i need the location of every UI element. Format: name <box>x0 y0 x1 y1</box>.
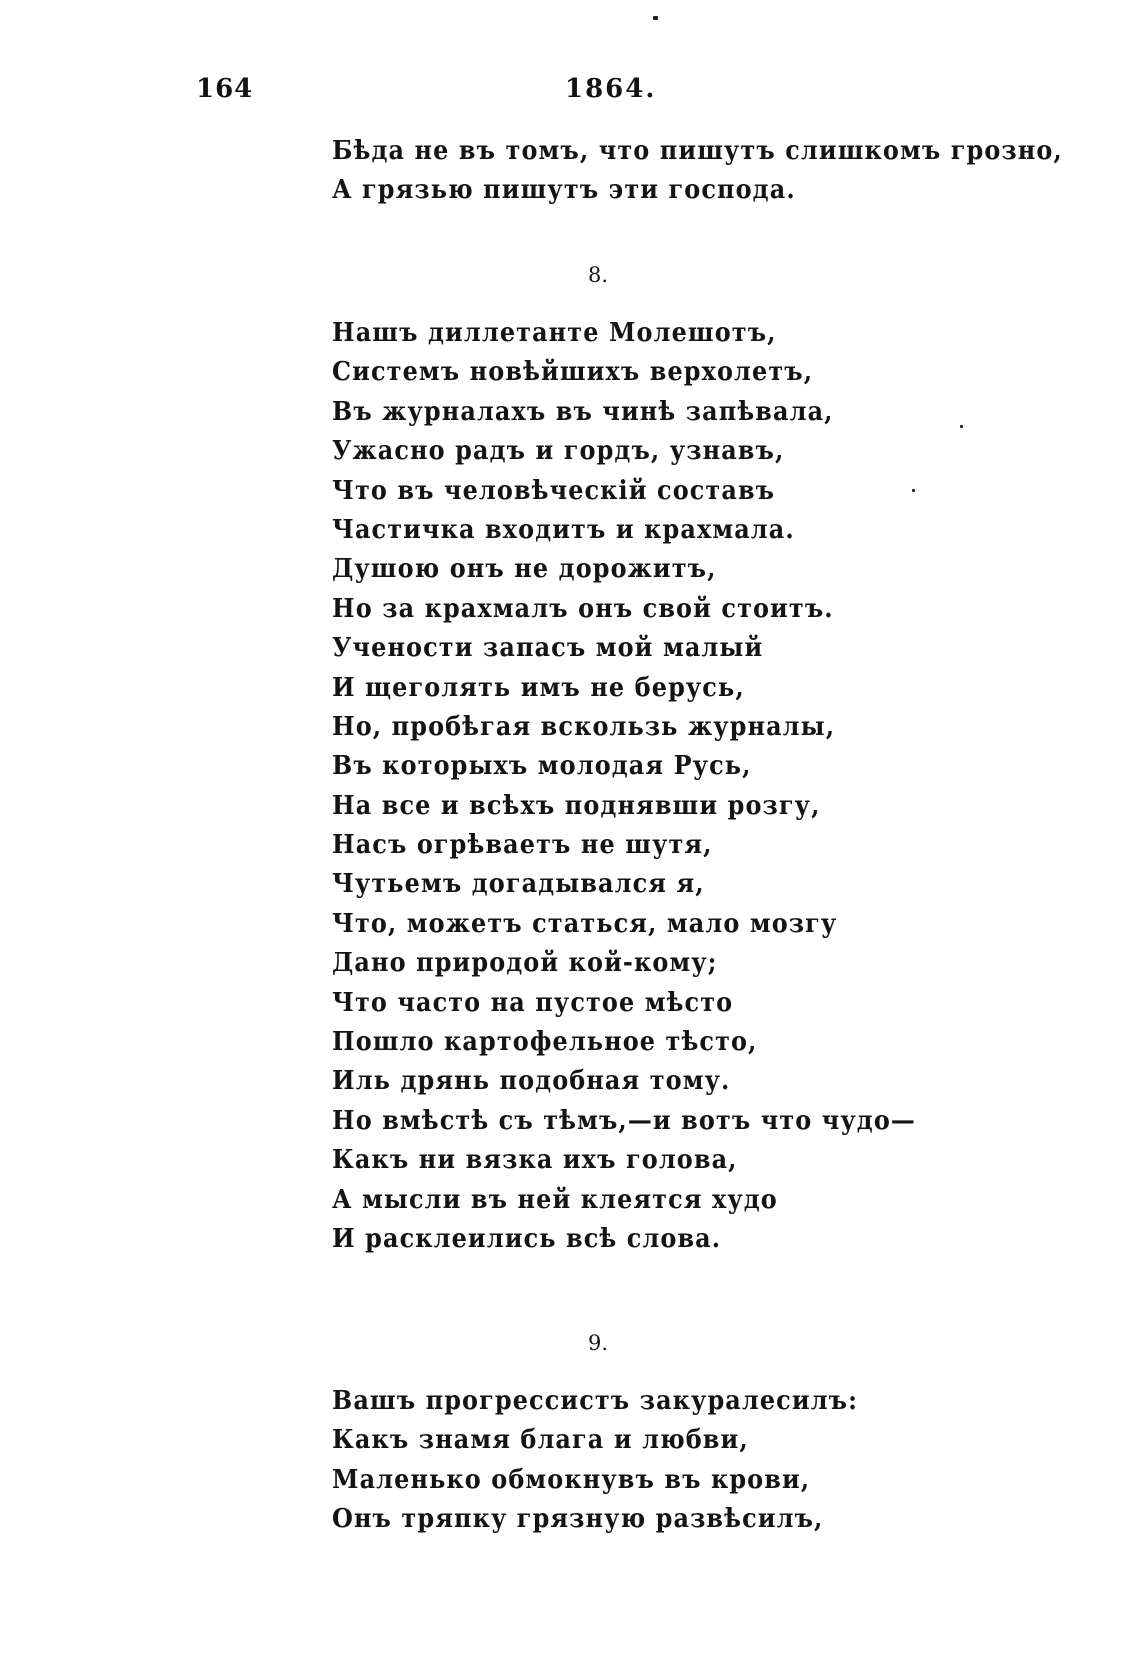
poem-section-9 <box>332 1382 904 1540</box>
verse-line: Бѣда не въ томъ, что пишутъ слишкомъ грозно, <box>332 136 1063 166</box>
verse-line: Частичка входитъ и крахмала. <box>332 514 795 545</box>
verse-line: И щеголять имъ не берусь, <box>332 672 745 703</box>
print-speck <box>653 16 658 20</box>
verse-line: Системъ новѣйшихъ верхолетъ, <box>332 357 814 388</box>
verse-line: А мысли въ ней клеятся худо <box>332 1184 778 1215</box>
verse-line: Какъ знамя блага и любви, <box>332 1425 749 1456</box>
verse-line: Но вмѣстѣ съ тѣмъ,—и вотъ что чудо— <box>332 1105 916 1136</box>
verse-line: Въ которыхъ молодая Русь, <box>332 751 752 782</box>
verse-line: Какъ ни вязка ихъ голова, <box>332 1145 738 1176</box>
verse-line: Что часто на пустое мѣсто <box>332 987 734 1018</box>
verse-line: Маленько обмокнувъ въ крови, <box>332 1464 811 1495</box>
verse-line: Ужасно радъ и гордъ, узнавъ, <box>332 436 785 467</box>
running-head-year: 1864. <box>565 74 657 104</box>
verse-line: Насъ огрѣваетъ не шутя, <box>332 830 713 861</box>
verse-line: Что въ человѣческій составъ <box>332 475 776 506</box>
poem-section-8 <box>332 314 967 1259</box>
verse-line: Дано природой кой-кому; <box>332 948 718 979</box>
verse-line: Учености запасъ мой малый <box>332 633 764 664</box>
verse-line: Душою онъ не дорожитъ, <box>332 554 717 585</box>
verse-line: Въ журналахъ въ чинѣ запѣвала, <box>332 396 834 427</box>
section-number: 8. <box>588 263 609 287</box>
verse-line: Пошло картофельное тѣсто, <box>332 1027 758 1058</box>
verse-line: Что, можетъ статься, мало мозгу <box>332 908 838 939</box>
verse-line: Вашъ прогрессистъ закуралесилъ: <box>332 1386 859 1416</box>
verse-line: На все и всѣхъ поднявши розгу, <box>332 790 821 821</box>
continued-stanza <box>332 132 1126 211</box>
verse-line: Чутьемъ догадывался я, <box>332 869 705 900</box>
page-number: 164 <box>196 74 254 104</box>
verse-line: Иль дрянь подобная тому. <box>332 1066 731 1097</box>
verse-line: Нашъ диллетанте Молешотъ, <box>332 318 777 348</box>
verse-line: И расклеились всѣ слова. <box>332 1223 722 1254</box>
verse-line: А грязью пишутъ эти господа. <box>332 175 796 206</box>
verse-line: Но, пробѣгая вскользь журналы, <box>332 711 836 742</box>
section-number: 9. <box>588 1331 609 1355</box>
verse-line: Но за крахмалъ онъ свой стоитъ. <box>332 593 834 624</box>
verse-line: Онъ тряпку грязную развѣсилъ, <box>332 1504 824 1535</box>
